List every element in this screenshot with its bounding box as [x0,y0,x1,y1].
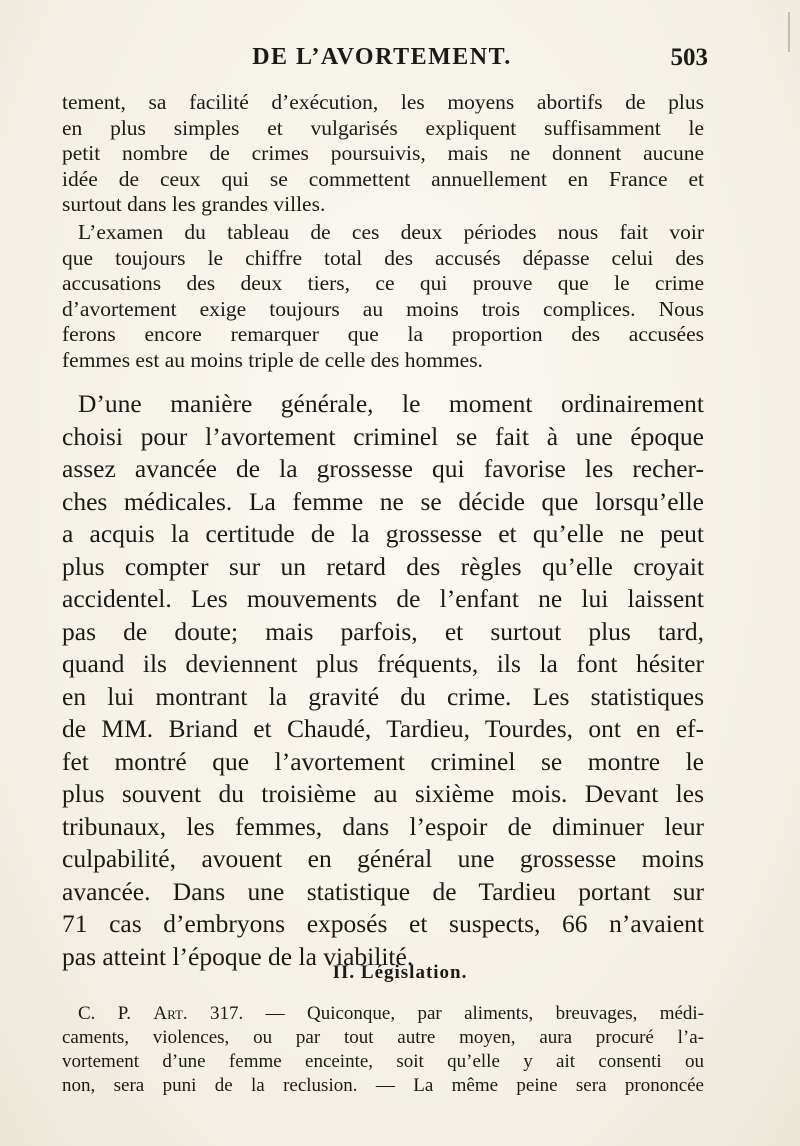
text-line: L’examen du tableau de ces deux périodes nous fait voir [78,220,704,244]
text-line: en plus simples et vulgarisés expliquent suffisamment le [62,115,704,140]
text-line: assez avancée de la grossesse qui favorise les recher- [62,454,704,483]
text-line: ferons encore remarquer que la proportion des accusées [62,322,704,346]
running-title: DE L’AVORTEMENT. [252,44,512,70]
text-line: D’une manière générale, le moment ordinairement [78,389,704,418]
text-line: petit nombre de crimes poursuivis, mais ne donnent aucune [62,141,704,165]
text-line: accidentel. Les mouvements de l’enfant ne lui laissent [62,584,704,613]
section-heading: II. Législation. [332,962,468,983]
page-number: 503 [670,44,708,71]
text-line: vortement d’une femme enceinte, soit qu’elle y ait consenti ou [62,1051,704,1072]
article-label: Art. 317. [153,1003,244,1024]
text-line: idée de ceux qui se commettent annuellement en France et [62,166,704,191]
text-line: plus compter sur un retard des règles qu’elle croyait [62,551,704,581]
text-line: choisi pour l’avortement criminel se fait à une époque [62,421,704,451]
text-line: tement, sa facilité d’exécution, les moyens abortifs de plus [62,90,704,114]
text-line [62,1002,704,1026]
text-line: pas atteint l’époque de la viabilité. [62,941,414,971]
code-lead: C. P. [78,1003,154,1024]
paragraph-1 [62,90,704,218]
paragraph-3 [62,388,704,973]
text-line: non, sera puni de la reclusion. — La même peine sera prononcée [62,1075,704,1096]
text-line: plus souvent du troisième au sixième mois. Devant les [62,779,704,808]
text-line: en lui montrant la gravité du crime. Les statistiques [62,681,704,711]
text-line: accusations des deux tiers, ce qui prouve que le crime [62,271,704,295]
text-line: de MM. Briand et Chaudé, Tardieu, Tourdes, ont en ef- [62,714,704,743]
text-line: surtout dans les grandes villes. [62,192,326,216]
running-header [62,44,708,74]
paragraph-2 [62,220,704,373]
text-line: tribunaux, les femmes, dans l’espoir de diminuer leur [62,811,704,841]
text-line: 71 cas d’embryons exposés et suspects, 66 n’avaient [62,909,704,938]
text-line: quand ils deviennent plus fréquents, ils la font hésiter [62,649,704,678]
text-line: que toujours le chiffre total des accusés dépasse celui des [62,245,704,270]
text-line: femmes est au moins triple de celle des hommes. [62,347,483,372]
text-line: a acquis la certitude de la grossesse et qu’elle ne peut [62,519,704,548]
text-line: culpabilité, avouent en général une grossesse moins [62,844,704,873]
text-line: avancée. Dans une statistique de Tardieu portant sur [62,876,704,906]
article-text: — Quiconque, par aliments, breuvages, médi- [243,1003,705,1024]
text-line: pas de doute; mais parfois, et surtout plus tard, [62,616,704,646]
code-article [62,1002,704,1098]
text-line: caments, violences, ou par tout autre moyen, aura procuré l’a- [62,1027,704,1048]
page-edge-mark [784,12,790,52]
text-line: ches médicales. La femme ne se décide que lorsqu’elle [62,486,704,516]
text-line: d’avortement exige toujours au moins trois complices. Nous [62,296,704,321]
text-line: fet montré que l’avortement criminel se montre le [62,746,704,776]
